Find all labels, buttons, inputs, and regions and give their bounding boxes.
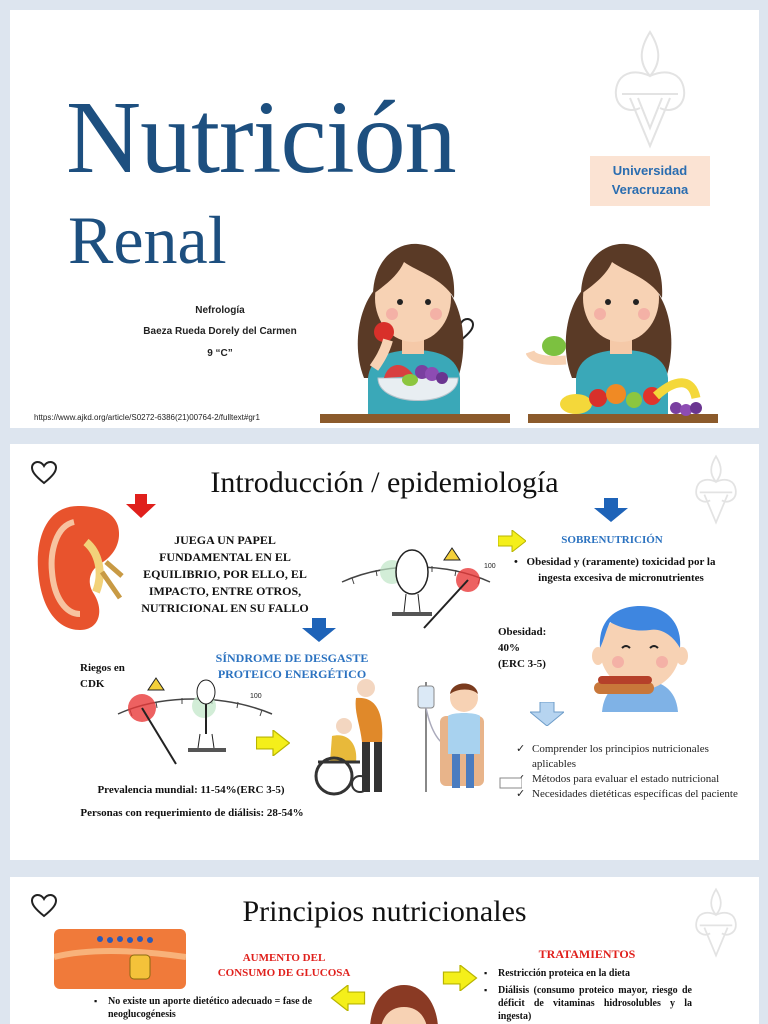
treatments-list (482, 967, 692, 1024)
objective-item: ✓ Necesidades dietéticas específicas del paciente (516, 787, 752, 802)
obesity-stats (498, 624, 578, 672)
treatment-item: ▪ Diálisis (consumo proteico mayor, riesgo de déficit de vitaminas hidrosolubles y la ingesta) (482, 984, 692, 1023)
girl-with-fruit-basket-illustration (526, 228, 722, 428)
underweight-gauge-illustration (112, 674, 278, 772)
down-arrow-blue-icon (302, 618, 336, 642)
right-arrow-yellow-icon (498, 530, 526, 552)
overnutrition-bullet: • Obesidad y (raramente) toxicidad por la ingesta excesiva de micronutrientes (514, 556, 716, 584)
obesity-stage: (ERC 3-5) (498, 658, 546, 670)
down-arrow-lightblue-icon (530, 702, 564, 726)
slide-title (10, 10, 759, 428)
svg-text:100: 100 (250, 693, 262, 700)
patient-iv-illustration (412, 676, 522, 800)
glucose-cell-illustration (54, 929, 186, 989)
kidney-illustration (34, 502, 124, 634)
elderly-wheelchair-illustration (304, 676, 400, 798)
objectives-checklist (516, 742, 752, 802)
right-arrow-yellow-icon (256, 730, 290, 756)
main-subtitle: Renal (68, 202, 227, 278)
slide-introduction (10, 444, 759, 860)
treatments-heading: TRATAMIENTOS (538, 947, 636, 961)
objective-item: ✓ Comprender los principios nutricionales aplicables (516, 742, 752, 772)
character-head-illustration (366, 981, 442, 1024)
main-title: Nutrición (66, 80, 456, 195)
university-emblem-icon (688, 454, 744, 526)
girl-eating-fruit-illustration (318, 228, 514, 428)
dialysis-text: Personas con requerimiento de diálisis: 28-54% (80, 807, 304, 819)
down-arrow-red-icon (126, 494, 156, 518)
wasting-syndrome-heading: SÍNDROME DE DESGASTE PROTEICO ENERGÉTICO (215, 651, 369, 681)
university-emblem-icon (602, 28, 698, 152)
slide-principles (10, 877, 759, 1024)
overnutrition-bullet-text: Obesidad y (raramente) toxicidad por la ingesta excesiva de micronutrientes (526, 556, 716, 584)
kidney-role-text: JUEGA UN PAPEL FUNDAMENTAL EN EL EQUILIBRIO, POR ELLO, EL IMPACTO, ENTRE OTROS, NUTRICIONAL EN SU FALLO (141, 533, 309, 615)
prevalence-text: Prevalencia mundial: 11-54%(ERC 3-5) (97, 784, 285, 796)
group-label: 9 “C” (207, 348, 233, 359)
source-url: https://www.ajkd.org/article/S0272-6386(21)00764-2/fulltext#gr1 (34, 413, 260, 422)
university-badge (590, 156, 710, 206)
down-arrow-blue-icon (594, 498, 628, 522)
university-line2: Veracruzana (611, 182, 689, 197)
glucose-bullet: ▪ No existe un aporte dietético adecuado = fase de neoglucogénesis (92, 995, 332, 1021)
overnutrition-heading: SOBRENUTRICIÓN (561, 534, 663, 546)
university-emblem-icon (688, 887, 744, 959)
risk-label-line1: Riegos en (80, 662, 125, 674)
boy-eating-illustration (580, 600, 700, 712)
right-arrow-yellow-icon (442, 965, 478, 991)
obesity-value: 40% (498, 642, 520, 654)
weight-gauge-illustration (336, 542, 496, 634)
treatment-item: ▪ Restricción proteica en la dieta (482, 967, 692, 980)
left-arrow-yellow-icon (330, 985, 366, 1011)
svg-text:100: 100 (484, 563, 496, 570)
glucose-heading: AUMENTO DEL CONSUMO DE GLUCOSA (217, 952, 351, 979)
risk-label-line2: CDK (80, 678, 105, 690)
slide-heading: Introducción / epidemiología (210, 466, 559, 499)
author-name: Baeza Rueda Dorely del Carmen (143, 326, 297, 337)
objective-item: ✓ Métodos para evaluar el estado nutricional (516, 772, 752, 787)
university-line1: Universidad (612, 163, 688, 178)
glucose-bullets (92, 995, 332, 1024)
department-label: Nefrología (195, 305, 245, 316)
obesity-label: Obesidad: (498, 626, 547, 638)
slide-heading: Principios nutricionales (242, 895, 527, 928)
